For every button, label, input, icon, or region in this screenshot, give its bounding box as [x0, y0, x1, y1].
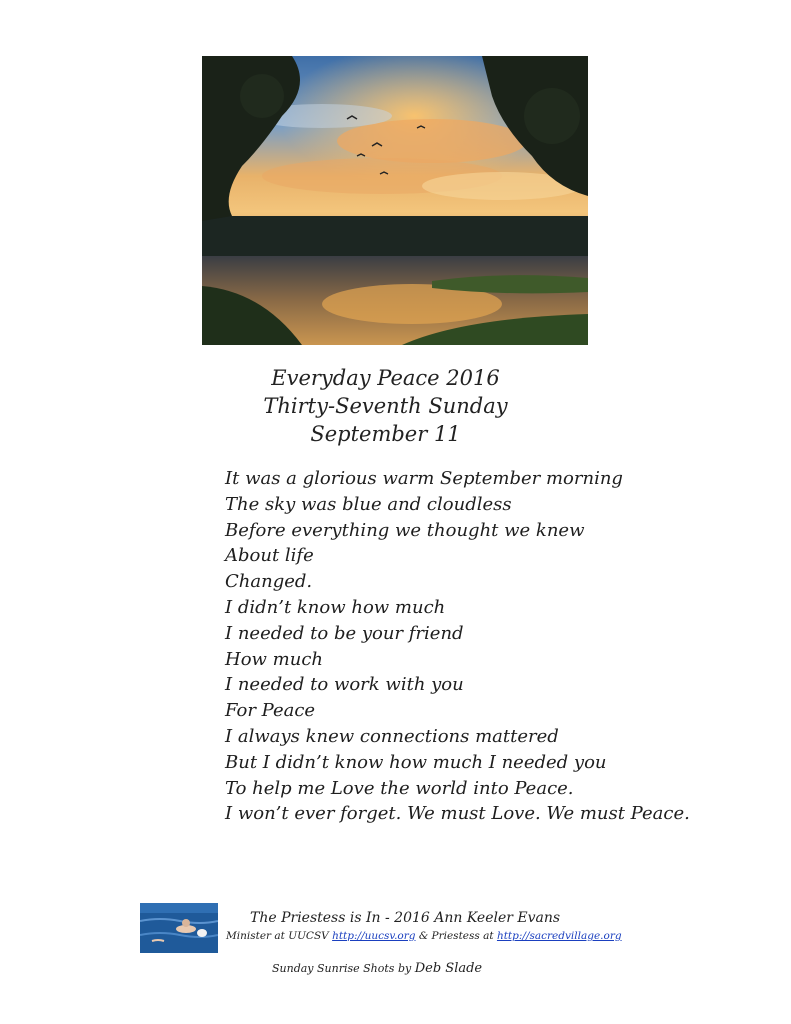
poem-line: How much: [225, 648, 323, 670]
page-date: September 11: [310, 422, 461, 446]
poem-line: I needed to be your friend: [225, 622, 464, 644]
page-title: Everyday Peace 2016: [271, 366, 500, 390]
uucsv-link[interactable]: http://uucsv.org: [332, 930, 416, 942]
poem-line: For Peace: [225, 700, 316, 722]
poem-line: The sky was blue and cloudless: [225, 493, 512, 515]
poem-line: I didn’t know how much: [225, 596, 446, 618]
poem-line: Changed.: [225, 571, 313, 593]
footer-links: [226, 930, 622, 942]
poem-line: Before everything we thought we knew: [225, 519, 585, 541]
priestess-label: & Priestess at: [418, 930, 494, 942]
poem-line: About life: [225, 545, 314, 567]
footer-title: The Priestess is In - 2016 Ann Keeler Evans: [250, 910, 561, 926]
poem-line: But I didn’t know how much I needed you: [225, 751, 607, 773]
poem: [225, 466, 705, 827]
poem-line: To help me Love the world into Peace.: [225, 777, 574, 799]
photo-credit: [272, 961, 482, 976]
title-block: [0, 364, 791, 448]
sunrise-photo: [202, 56, 588, 345]
poem-line: It was a glorious warm September morning: [225, 468, 623, 489]
sacred-village-link[interactable]: http://sacredvillage.org: [496, 930, 622, 942]
author-swimming-photo: [140, 903, 218, 953]
poem-line: I needed to work with you: [225, 674, 464, 696]
poem-line: I always knew connections mattered: [225, 725, 559, 747]
credit-name: Deb Slade: [414, 961, 483, 976]
poem-line: I won’t ever forget. We must Love. We must Peace.: [225, 803, 690, 825]
page-subtitle: Thirty-Seventh Sunday: [263, 394, 508, 418]
credit-prefix: Sunday Sunrise Shots by: [272, 962, 412, 975]
minister-label: Minister at UUCSV: [226, 930, 329, 942]
